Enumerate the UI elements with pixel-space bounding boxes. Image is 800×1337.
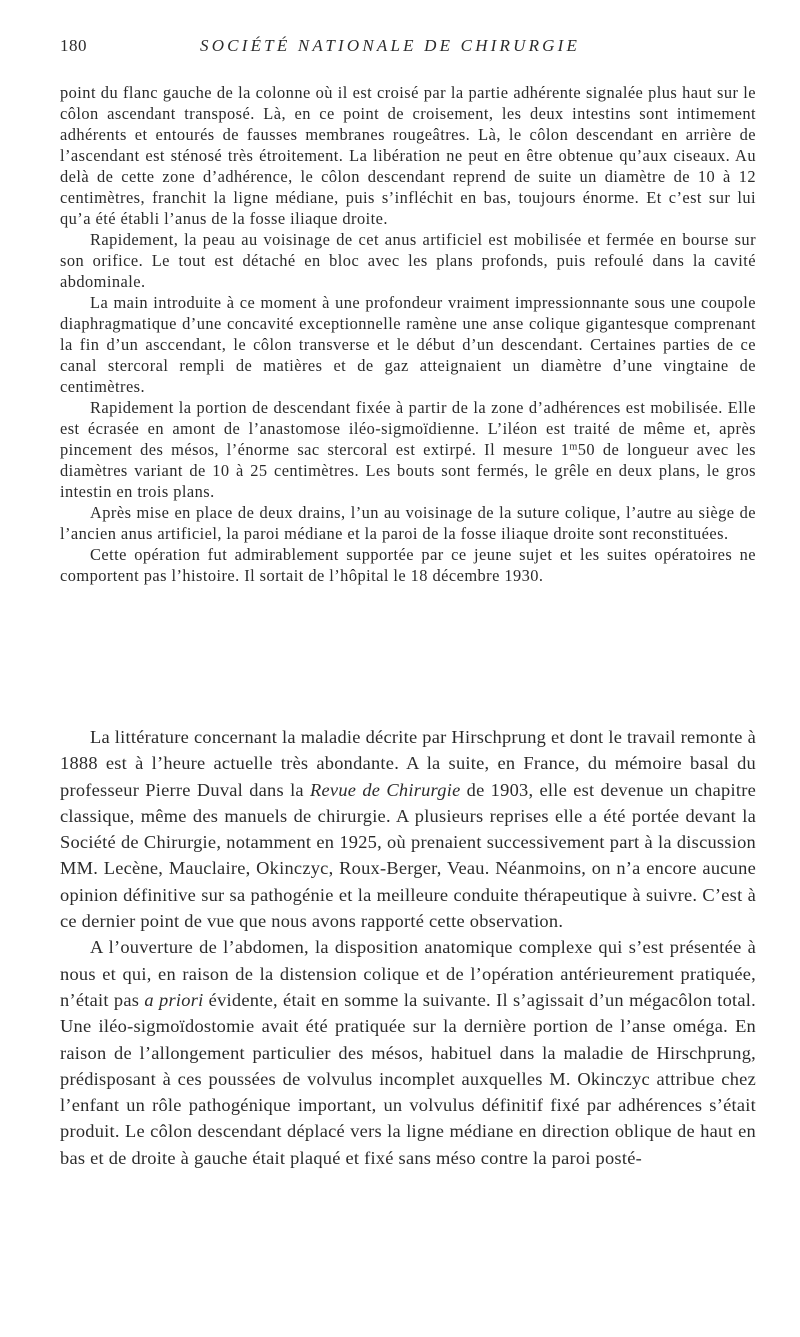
observation-paragraph-4-continuation: 50 de longueur avec les diamètres variant de 10 à 25 centimètres. Les bouts sont fermés, le grêle en deux plans, le gros intestin en trois plans. [60, 440, 756, 501]
discussion-paragraph-1 [60, 724, 756, 934]
meter-superscript: m [569, 441, 578, 453]
running-head [60, 36, 758, 60]
observation-paragraph-5: Après mise en place de deux drains, l’un au voisinage de la suture colique, l’autre au siège de l’ancien anus artificiel, la paroi médiane et la paroi de la fosse iliaque droite sont reconstituées. [60, 503, 756, 543]
discussion-paragraph-2-continuation: évidente, était en somme la suivante. Il s’agissait d’un mégacôlon total. Une iléo-sigmoïdostomie avait été pratiquée sur la dernière portion de l’anse oméga. En raison de l’allongement particulier des mésos, habituel dans la maladie de Hirschprung, prédisposant à ces poussées de volvulus incomplet auxquelles M. Okinczyc attribue chez l’enfant un rôle pathogénique important, un volvulus définitif fixé par adhérences s’était produit. Le côlon descendant déplacé vers la ligne médiane en direction oblique de haut en bas et de droite à gauche était plaqué et fixé sans méso contre la paroi posté- [60, 989, 757, 1168]
latin-phrase: a priori [144, 989, 204, 1010]
observation-paragraph-6: Cette opération fut admirablement supportée par ce jeune sujet et les suites opératoires ne comportent pas l’histoire. Il sortait de l’hôpital le 18 décembre 1930. [60, 545, 756, 585]
discussion-paragraph-1-continuation: de 1903, elle est devenue un chapitre classique, même des manuels de chirurgie. A plusieurs reprises elle a été portée devant la Société de Chirurgie, notamment en 1925, où prenaient successivement part à la discussion MM. Lecène, Mauclaire, Okinczyc, Roux-Berger, Veau. Néanmoins, on n’a encore aucune opinion définitive sur sa pathogénie et la meilleure conduite thérapeutique à suivre. C’est à ce dernier point de vue que nous avons rapporté cette observation. [60, 779, 756, 932]
observation-paragraph-3: La main introduite à ce moment à une profondeur vraiment impressionnante sous une coupole diaphragmatique d’une concavité exceptionnelle ramène une anse colique gigantesque comprenant la fin d’un asccendant, le côlon transverse et le début d’un descendant. Certaines parties de ce canal stercoral rempli de matières et de gaz atteignaient un diamètre d’une vingtaine de centimètres. [60, 293, 756, 396]
discussion-paragraph-2 [60, 934, 756, 1171]
journal-citation: Revue de Chirurgie [310, 779, 461, 800]
discussion-paragraph-1-text: La littérature concernant la maladie décrite par Hirschprung et dont le travail remonte à 1888 est à l’heure actuelle très abondante. A la suite, en France, du mémoire basal du professeur Pierre Duval dans la [60, 727, 756, 800]
observation-paragraph-2: Rapidement, la peau au voisinage de cet anus artificiel est mobilisée et fermée en bourse sur son orifice. Le tout est détaché en bloc avec les plans profonds, puis refoulé dans la cavité abdominale. [60, 230, 756, 291]
discussion-paragraph-2-text: A l’ouverture de l’abdomen, la disposition anatomique complexe qui s’est présentée à nous et qui, en raison de la distension colique et de l’opération antérieurement pratiquée, n’était pas [60, 937, 756, 1010]
observation-section [60, 82, 756, 586]
journal-title: SOCIÉTÉ NATIONALE DE CHIRURGIE [200, 36, 581, 55]
page-number: 180 [60, 36, 87, 55]
discussion-section [60, 724, 756, 1171]
observation-paragraph-1: point du flanc gauche de la colonne où il est croisé par la partie adhérente signalée plus haut sur le côlon ascendant transposé. Là, en ce point de croisement, les deux intestins sont intimement adhérents et entourés de fausses membranes rougeâtres. Là, le côlon descendant en arrière de l’ascendant est sténosé très étroitement. La libération ne peut en être obtenue qu’aux ciseaux. Au delà de cette zone d’adhérence, le côlon descendant reprend de suite un diamètre de 10 à 12 centimètres, franchit la ligne médiane, puis s’infléchit en bas, toujours énorme. Et c’est sur lui qu’a été établi l’anus de la fosse iliaque droite. [60, 83, 756, 228]
observation-paragraph-4-text: Rapidement la portion de descendant fixée à partir de la zone d’adhérences est mobilisée. Elle est écrasée en amont de l’anastomose iléo-sigmoïdienne. L’iléon est traité de même et, après pincement des mésos, l’énorme sac stercoral est extirpé. Il mesure 1 [60, 398, 756, 459]
observation-paragraph-4 [60, 397, 756, 502]
